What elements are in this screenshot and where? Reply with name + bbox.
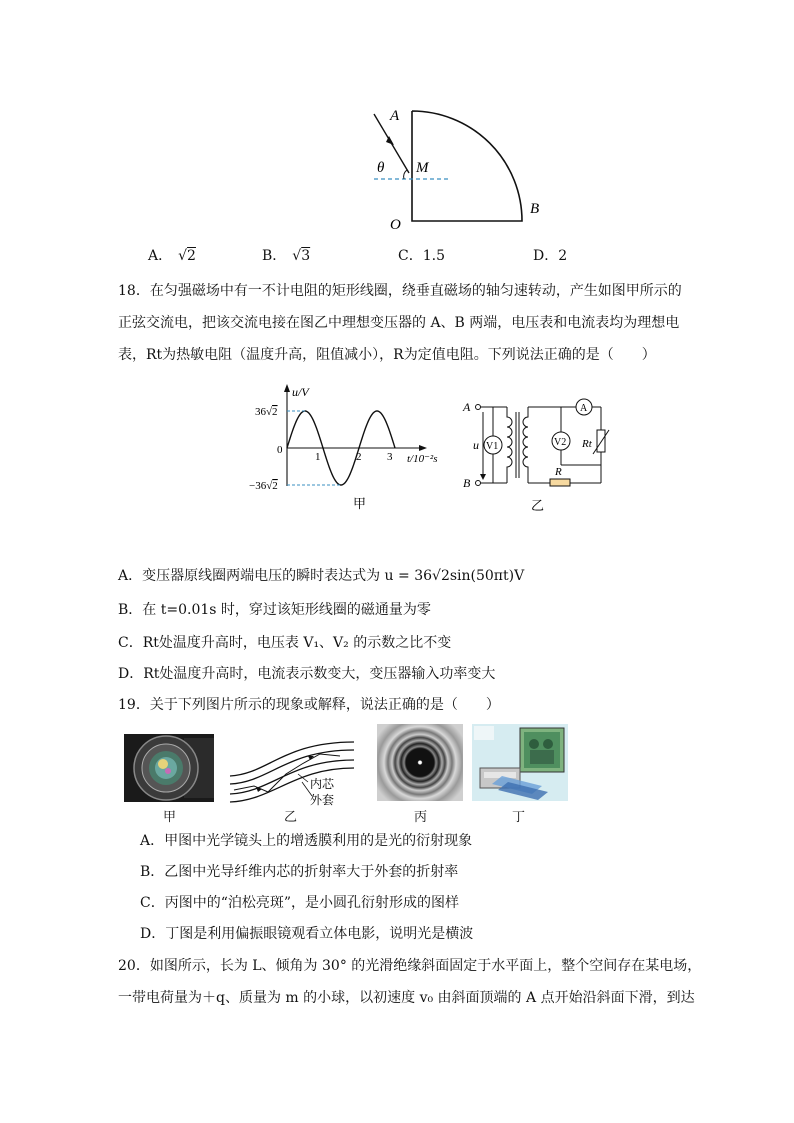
label-A: A — [390, 108, 400, 124]
option-letter: A． — [148, 248, 173, 264]
caption-ding: 丁 — [512, 810, 526, 825]
graph-caption: 甲 — [353, 496, 367, 511]
quarter-circle-figure — [360, 100, 560, 235]
x-axis-arrow — [419, 445, 427, 451]
resistor-r — [550, 479, 570, 486]
q18-option-d: D．Rt处温度升高时，电流表示数变大，变压器输入功率变大 — [118, 666, 496, 682]
origin-label: 0 — [277, 444, 283, 456]
y-axis-arrow — [284, 384, 290, 392]
x-tick-3: 3 — [387, 451, 393, 463]
optical-fiber-figure — [228, 738, 356, 808]
sqrt-sign: √ — [178, 248, 188, 264]
resistor-label: R — [555, 466, 562, 478]
polarized-3d-movie-image — [472, 724, 568, 801]
circuit-caption: 乙 — [531, 498, 545, 513]
poisson-spot-image — [377, 724, 463, 801]
q17-option-a — [148, 246, 196, 266]
peak-label: 36√2 — [255, 406, 278, 418]
fiber-clad-label: 外套 — [310, 793, 335, 807]
label-M: M — [416, 160, 429, 176]
fiber-inner-bottom — [230, 760, 354, 794]
thermistor-rt — [597, 430, 605, 452]
q17-option-c: C．1.5 — [398, 248, 445, 264]
label-B: B — [530, 201, 540, 217]
option-value: 3 — [301, 248, 311, 264]
u-label: u — [473, 438, 479, 452]
polarized-3d-movie-drawing — [472, 724, 568, 801]
x-tick-1: 1 — [315, 451, 321, 463]
q19-option-b: B．乙图中光导纤维内芯的折射率大于外套的折射率 — [140, 864, 459, 880]
label-theta: θ — [377, 160, 385, 176]
q18-option-c: C．Rt处温度升高时，电压表 V₁、V₂ 的示数之比不变 — [118, 635, 452, 651]
q17-option-b — [262, 246, 310, 266]
trough-label: −36√2 — [249, 480, 278, 492]
caption-yi: 乙 — [284, 810, 298, 825]
q19-option-c: C．丙图中的“泊松亮斑”，是小圆孔衍射形成的图样 — [140, 895, 460, 911]
q20-stem-line2: 一带电荷量为＋q、质量为 m 的小球，以初速度 v₀ 由斜面顶端的 A 点开始沿斜面下滑，到达 — [118, 990, 695, 1006]
thermistor-label: Rt — [582, 438, 592, 450]
fiber-core-label: 内芯 — [310, 777, 335, 791]
q17-option-d: D．2 — [533, 248, 568, 264]
y-axis-label: u/V — [292, 385, 309, 399]
q18-option-b: B．在 t=0.01s 时，穿过该矩形线圈的磁通量为零 — [118, 602, 431, 618]
terminal-b — [476, 481, 481, 486]
quarter-circle-arc — [412, 111, 522, 221]
secondary-coil — [523, 407, 528, 483]
u-arrow-head — [480, 474, 486, 480]
voltmeter-v2-label: V2 — [554, 437, 567, 448]
q18-option-a: A．变压器原线圈两端电压的瞬时表达式为 u = 36√2sin(50πt)V — [118, 568, 525, 584]
q19-stem: 19．关于下列图片所示的现象或解释，说法正确的是（ ） — [118, 697, 500, 713]
q19-option-d: D．丁图是利用偏振眼镜观看立体电影，说明光是横波 — [140, 926, 474, 942]
x-axis-label: t/10⁻²s — [407, 453, 438, 465]
voltmeter-v1-label: V1 — [486, 441, 499, 452]
camera-lens-image — [124, 734, 214, 802]
ammeter-label: A — [580, 403, 588, 414]
fiber-outer-top — [230, 742, 354, 776]
q20-stem-line1: 20．如图所示，长为 L、倾角为 30° 的光滑绝缘斜面固定于水平面上，整个空间存在某电场， — [118, 958, 702, 974]
option-letter: B． — [262, 248, 287, 264]
q19-option-a: A．甲图中光学镜头上的增透膜利用的是光的衍射现象 — [140, 833, 473, 849]
terminal-a-label: A — [463, 400, 471, 414]
q18-stem-line3: 表，Rt为热敏电阻（温度升高，阻值减小），R为定值电阻。下列说法正确的是（ ） — [118, 347, 656, 363]
q18-stem-line2: 正弦交流电，把该交流电接在图乙中理想变压器的 A、B 两端，电压表和电流表均为理想电 — [118, 315, 680, 331]
theta-angle-arc — [404, 170, 407, 179]
camera-lens-drawing — [124, 734, 214, 802]
sine-graph — [245, 382, 475, 522]
sqrt-sign: √ — [292, 248, 302, 264]
caption-jia: 甲 — [163, 810, 177, 825]
terminal-b-label: B — [463, 476, 471, 490]
label-O: O — [390, 217, 401, 233]
option-value: 2 — [187, 248, 196, 264]
q18-stem-line1: 18．在匀强磁场中有一不计电阻的矩形线圈，绕垂直磁场的轴匀速转动，产生如图甲所示的 — [118, 283, 682, 299]
transformer-circuit — [455, 392, 625, 522]
terminal-a — [476, 405, 481, 410]
caption-bing: 丙 — [414, 810, 428, 825]
x-tick-2: 2 — [356, 451, 362, 463]
primary-coil — [507, 407, 512, 483]
